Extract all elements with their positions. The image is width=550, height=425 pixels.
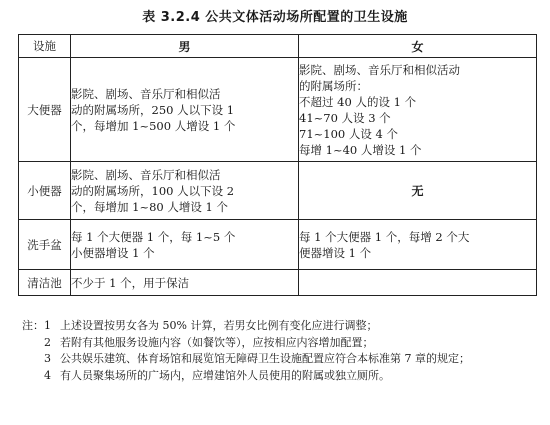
table-row	[19, 162, 537, 220]
cell-line: 个，每增加 1~80 人增设 1 个	[71, 199, 229, 214]
female-cell	[299, 270, 537, 296]
header-male: 男	[71, 35, 299, 58]
note-text: 公共娱乐建筑、体育场馆和展览馆无障碍卫生设施配置应符合本标准第 7 章的规定；	[60, 352, 470, 365]
male-cell	[71, 270, 299, 296]
note-prefix: 注：	[22, 319, 44, 332]
cell-line: 不少于 1 个，用于保洁	[71, 275, 190, 290]
table-row	[19, 58, 537, 162]
table-row	[19, 270, 537, 296]
note-number: 1	[44, 319, 51, 332]
male-cell	[71, 58, 299, 162]
cell-line: 影院、剧场、音乐厅和相似活	[71, 86, 221, 101]
cell-line: 小便器增设 1 个	[71, 245, 155, 260]
facility-name: 洗手盆	[19, 220, 71, 270]
header-facility: 设施	[19, 35, 71, 58]
note-text: 上述设置按男女各为 50% 计算，若男女比例有变化应进行调整；	[60, 319, 378, 332]
cell-line: 动的附属场所，250 人以下设 1	[71, 102, 235, 117]
cell-line: 每 1 个大便器 1 个，每 1~5 个	[71, 229, 236, 244]
facility-name: 大便器	[19, 58, 71, 162]
header-female: 女	[299, 35, 537, 58]
table-notes	[22, 318, 542, 384]
note-item	[22, 318, 542, 335]
note-item	[22, 368, 542, 385]
facility-name: 清洁池	[19, 270, 71, 296]
cell-line: 每 1 个大便器 1 个，每增 2 个大	[299, 229, 470, 244]
note-number: 4	[44, 368, 51, 382]
female-cell: 无	[299, 162, 537, 220]
cell-line: 影院、剧场、音乐厅和相似活	[71, 167, 221, 182]
cell-line: 不超过 40 人的设 1 个	[299, 94, 417, 109]
cell-line: 个，每增加 1~500 人增设 1 个	[71, 118, 236, 133]
note-item	[22, 335, 542, 352]
note-text: 若附有其他服务设施内容（如餐饮等），应按相应内容增加配置；	[60, 335, 374, 349]
male-cell	[71, 162, 299, 220]
cell-line: 71~100 人设 4 个	[299, 126, 399, 141]
female-cell	[299, 58, 537, 162]
cell-line: 影院、剧场、音乐厅和相似活动	[299, 62, 460, 77]
note-item	[22, 351, 542, 368]
cell-line: 便器增设 1 个	[299, 245, 372, 260]
facility-name: 小便器	[19, 162, 71, 220]
table-title: 表 3.2.4 公共文体活动场所配置的卫生设施	[142, 10, 408, 25]
sanitary-facilities-table	[18, 34, 537, 296]
note-number: 3	[44, 352, 51, 365]
cell-line: 41~70 人设 3 个	[299, 110, 391, 125]
note-text: 有人员聚集场所的广场内，应增建馆外人员使用的附属或独立厕所。	[60, 368, 390, 382]
table-header-row	[19, 35, 537, 58]
female-cell	[299, 220, 537, 270]
male-cell	[71, 220, 299, 270]
cell-line: 动的附属场所，100 人以下设 2	[71, 183, 235, 198]
table-row	[19, 220, 537, 270]
note-number: 2	[44, 335, 51, 349]
cell-line: 的附属场所：	[299, 78, 368, 93]
cell-line: 每增 1~40 人增设 1 个	[299, 142, 422, 157]
